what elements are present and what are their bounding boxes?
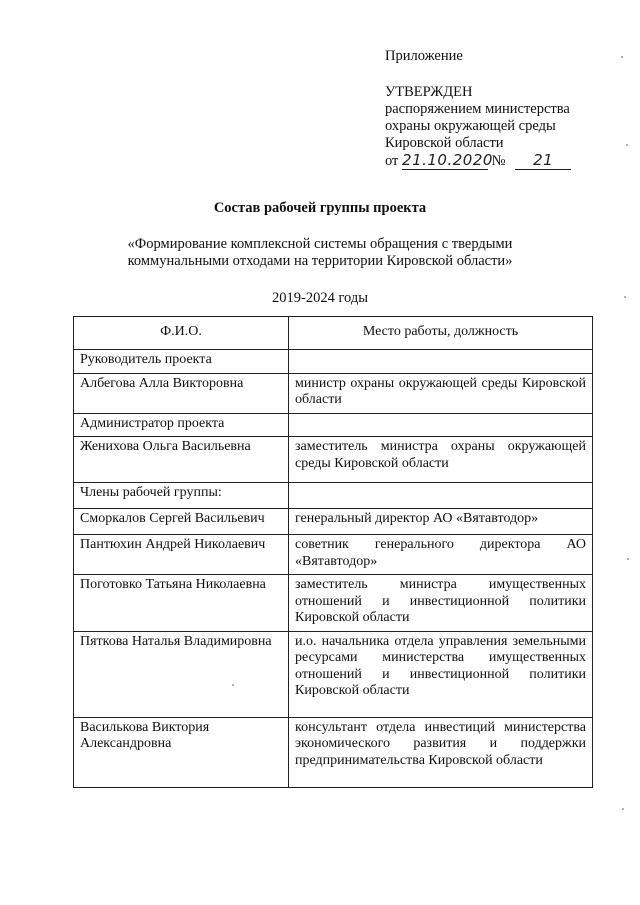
member-name: Женихова Ольга Васильевна <box>74 437 289 483</box>
member-name: Пантюхин Андрей Николаевич <box>74 535 289 575</box>
handwritten-date: 21.10.2020 <box>402 151 493 169</box>
table-row <box>74 717 593 787</box>
scan-speck <box>627 558 629 560</box>
header-position: Место работы, должность <box>289 317 593 350</box>
table-row <box>74 509 593 535</box>
position-cell <box>289 350 593 374</box>
scan-speck <box>232 684 234 686</box>
table-row <box>74 413 593 437</box>
scan-speck <box>626 144 628 146</box>
scan-speck <box>622 808 624 810</box>
date-prefix: от <box>385 153 399 169</box>
member-name: Поготовко Татьяна Николаевна <box>74 575 289 632</box>
project-years: 2019-2024 годы <box>272 290 368 306</box>
section-project-administrator: Администратор проекта <box>74 413 289 437</box>
table-header-row <box>74 317 593 350</box>
position-cell <box>289 483 593 509</box>
approved-by-line-1: распоряжением министерства <box>385 101 570 117</box>
member-name: Сморкалов Сергей Васильевич <box>74 509 289 535</box>
section-project-leader: Руководитель проекта <box>74 350 289 374</box>
scan-speck <box>624 296 626 298</box>
member-name: Албегова Алла Викторовна <box>74 373 289 413</box>
table-row <box>74 631 593 717</box>
table-row <box>74 350 593 374</box>
scan-speck <box>621 56 623 58</box>
position-cell: министр охраны окружающей среды Кировской области <box>289 373 593 413</box>
date-number-line <box>385 152 571 170</box>
working-group-table <box>73 316 593 788</box>
approved-label: УТВЕРЖДЕН <box>385 84 473 100</box>
table-row <box>74 535 593 575</box>
position-cell: заместитель министра охраны окружающей среды Кировской области <box>289 437 593 483</box>
position-cell: и.о. начальника отдела управления земельными ресурсами министерства имущественных отношений и инвестиционной политики Кировской области <box>289 631 593 717</box>
project-name: «Формирование комплексной системы обращения с твердыми коммунальными отходами на территории Кировской области» <box>127 236 513 269</box>
position-cell: советник генерального директора АО «Вятавтодор» <box>289 535 593 575</box>
position-cell: консультант отдела инвестиций министерства экономического развития и поддержки предпринимательства Кировской области <box>289 717 593 787</box>
document-title: Состав рабочей группы проекта <box>213 200 427 216</box>
table-row <box>74 437 593 483</box>
position-cell <box>289 413 593 437</box>
member-name: Пяткова Наталья Владимировна <box>74 631 289 717</box>
table-row <box>74 575 593 632</box>
number-sign: № <box>491 153 506 169</box>
member-name: Василькова Виктория Александровна <box>74 717 289 787</box>
header-full-name: Ф.И.О. <box>74 317 289 350</box>
table-row <box>74 373 593 413</box>
approved-by-line-2: охраны окружающей среды <box>385 118 556 134</box>
section-group-members: Члены рабочей группы: <box>74 483 289 509</box>
appendix-label: Приложение <box>385 48 463 64</box>
position-cell: генеральный директор АО «Вятавтодор» <box>289 509 593 535</box>
approved-by-line-3: Кировской области <box>385 135 504 151</box>
position-cell: заместитель министра имущественных отношений и инвестиционной политики Кировской области <box>289 575 593 632</box>
handwritten-number: 21 <box>515 152 571 170</box>
table-row <box>74 483 593 509</box>
approval-block <box>385 48 571 170</box>
